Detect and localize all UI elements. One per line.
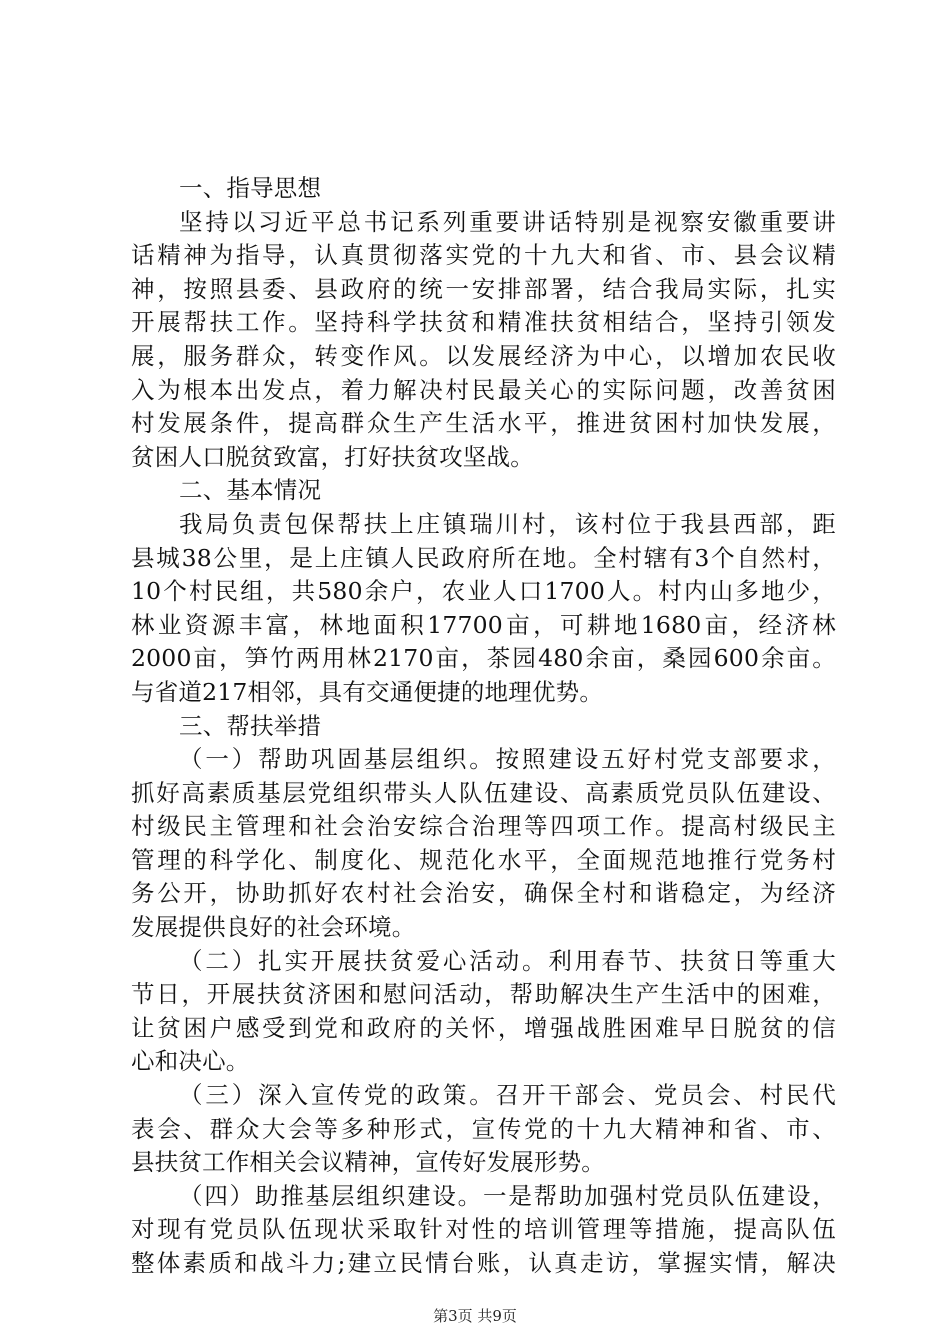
text-line: 让贫困户感受到党和政府的关怀，增强战胜困难早日脱贫的信 bbox=[131, 1013, 836, 1042]
text-line: （四）助推基层组织建设。一是帮助加强村党员队伍建设， bbox=[179, 1181, 836, 1210]
text-line: 整体素质和战斗力;建立民情台账，认真走访，掌握实情，解决 bbox=[131, 1249, 836, 1277]
text-line: 发展提供良好的社会环境。 bbox=[131, 913, 416, 942]
text-line: 县扶贫工作相关会议精神，宣传好发展形势。 bbox=[131, 1148, 605, 1177]
text-line: 神，按照县委、县政府的统一安排部署，结合我局实际，扎实 bbox=[131, 274, 836, 303]
text-line: 与省道217相邻，具有交通便捷的地理优势。 bbox=[131, 677, 604, 706]
text-line: 贫困人口脱贫致富，打好扶贫攻坚战。 bbox=[131, 442, 534, 471]
text-line: 对现有党员队伍现状采取针对性的培训管理等措施，提高队伍 bbox=[131, 1215, 836, 1244]
text-line: （一）帮助巩固基层组织。按照建设五好村党支部要求， bbox=[179, 745, 836, 774]
text-line: 村发展条件，提高群众生产生活水平，推进贫困村加快发展， bbox=[131, 409, 836, 438]
text-line: 入为根本出发点，着力解决村民最关心的实际问题，改善贫困 bbox=[131, 375, 836, 404]
document-body bbox=[131, 172, 836, 1281]
text-line: 展，服务群众，转变作风。以发展经济为中心，以增加农民收 bbox=[131, 341, 836, 370]
text-line: 话精神为指导，认真贯彻落实党的十九大和省、市、县会议精 bbox=[131, 241, 836, 270]
text-line: 林业资源丰富，林地面积17700亩，可耕地1680亩，经济林 bbox=[131, 610, 836, 639]
text-line: 开展帮扶工作。坚持科学扶贫和精准扶贫相结合，坚持引领发 bbox=[131, 308, 836, 337]
text-line: 我局负责包保帮扶上庄镇瑞川村，该村位于我县西部，距 bbox=[179, 509, 836, 538]
section-heading: 二、基本情况 bbox=[179, 476, 322, 505]
text-line: （三）深入宣传党的政策。召开干部会、党员会、村民代 bbox=[179, 1081, 836, 1110]
text-line: 抓好高素质基层党组织带头人队伍建设、高素质党员队伍建设、 bbox=[131, 778, 836, 807]
text-line: 村级民主管理和社会治安综合治理等四项工作。提高村级民主 bbox=[131, 812, 836, 841]
text-line: 节日，开展扶贫济困和慰问活动，帮助解决生产生活中的困难， bbox=[131, 980, 836, 1009]
text-line: 表会、群众大会等多种形式，宣传党的十九大精神和省、市、 bbox=[131, 1114, 836, 1143]
page-footer: 第3页 共9页 bbox=[433, 1307, 517, 1325]
text-line: 管理的科学化、制度化、规范化水平，全面规范地推行党务村 bbox=[131, 845, 836, 874]
text-line: 2000亩，笋竹两用林2170亩，茶园480余亩，桑园600余亩。 bbox=[131, 644, 836, 673]
section-heading: 三、帮扶举措 bbox=[179, 711, 322, 740]
section-heading: 一、指导思想 bbox=[179, 174, 322, 202]
text-line: 务公开，协助抓好农村社会治安，确保全村和谐稳定，为经济 bbox=[131, 879, 836, 908]
text-line: 县城38公里，是上庄镇人民政府所在地。全村辖有3个自然村， bbox=[131, 543, 836, 572]
text-line: 10个村民组，共580余户，农业人口1700人。村内山多地少， bbox=[131, 577, 836, 606]
text-line: （二）扎实开展扶贫爱心活动。利用春节、扶贫日等重大 bbox=[179, 946, 836, 975]
text-line: 心和决心。 bbox=[131, 1047, 250, 1076]
text-line: 坚持以习近平总书记系列重要讲话特别是视察安徽重要讲 bbox=[179, 207, 836, 236]
